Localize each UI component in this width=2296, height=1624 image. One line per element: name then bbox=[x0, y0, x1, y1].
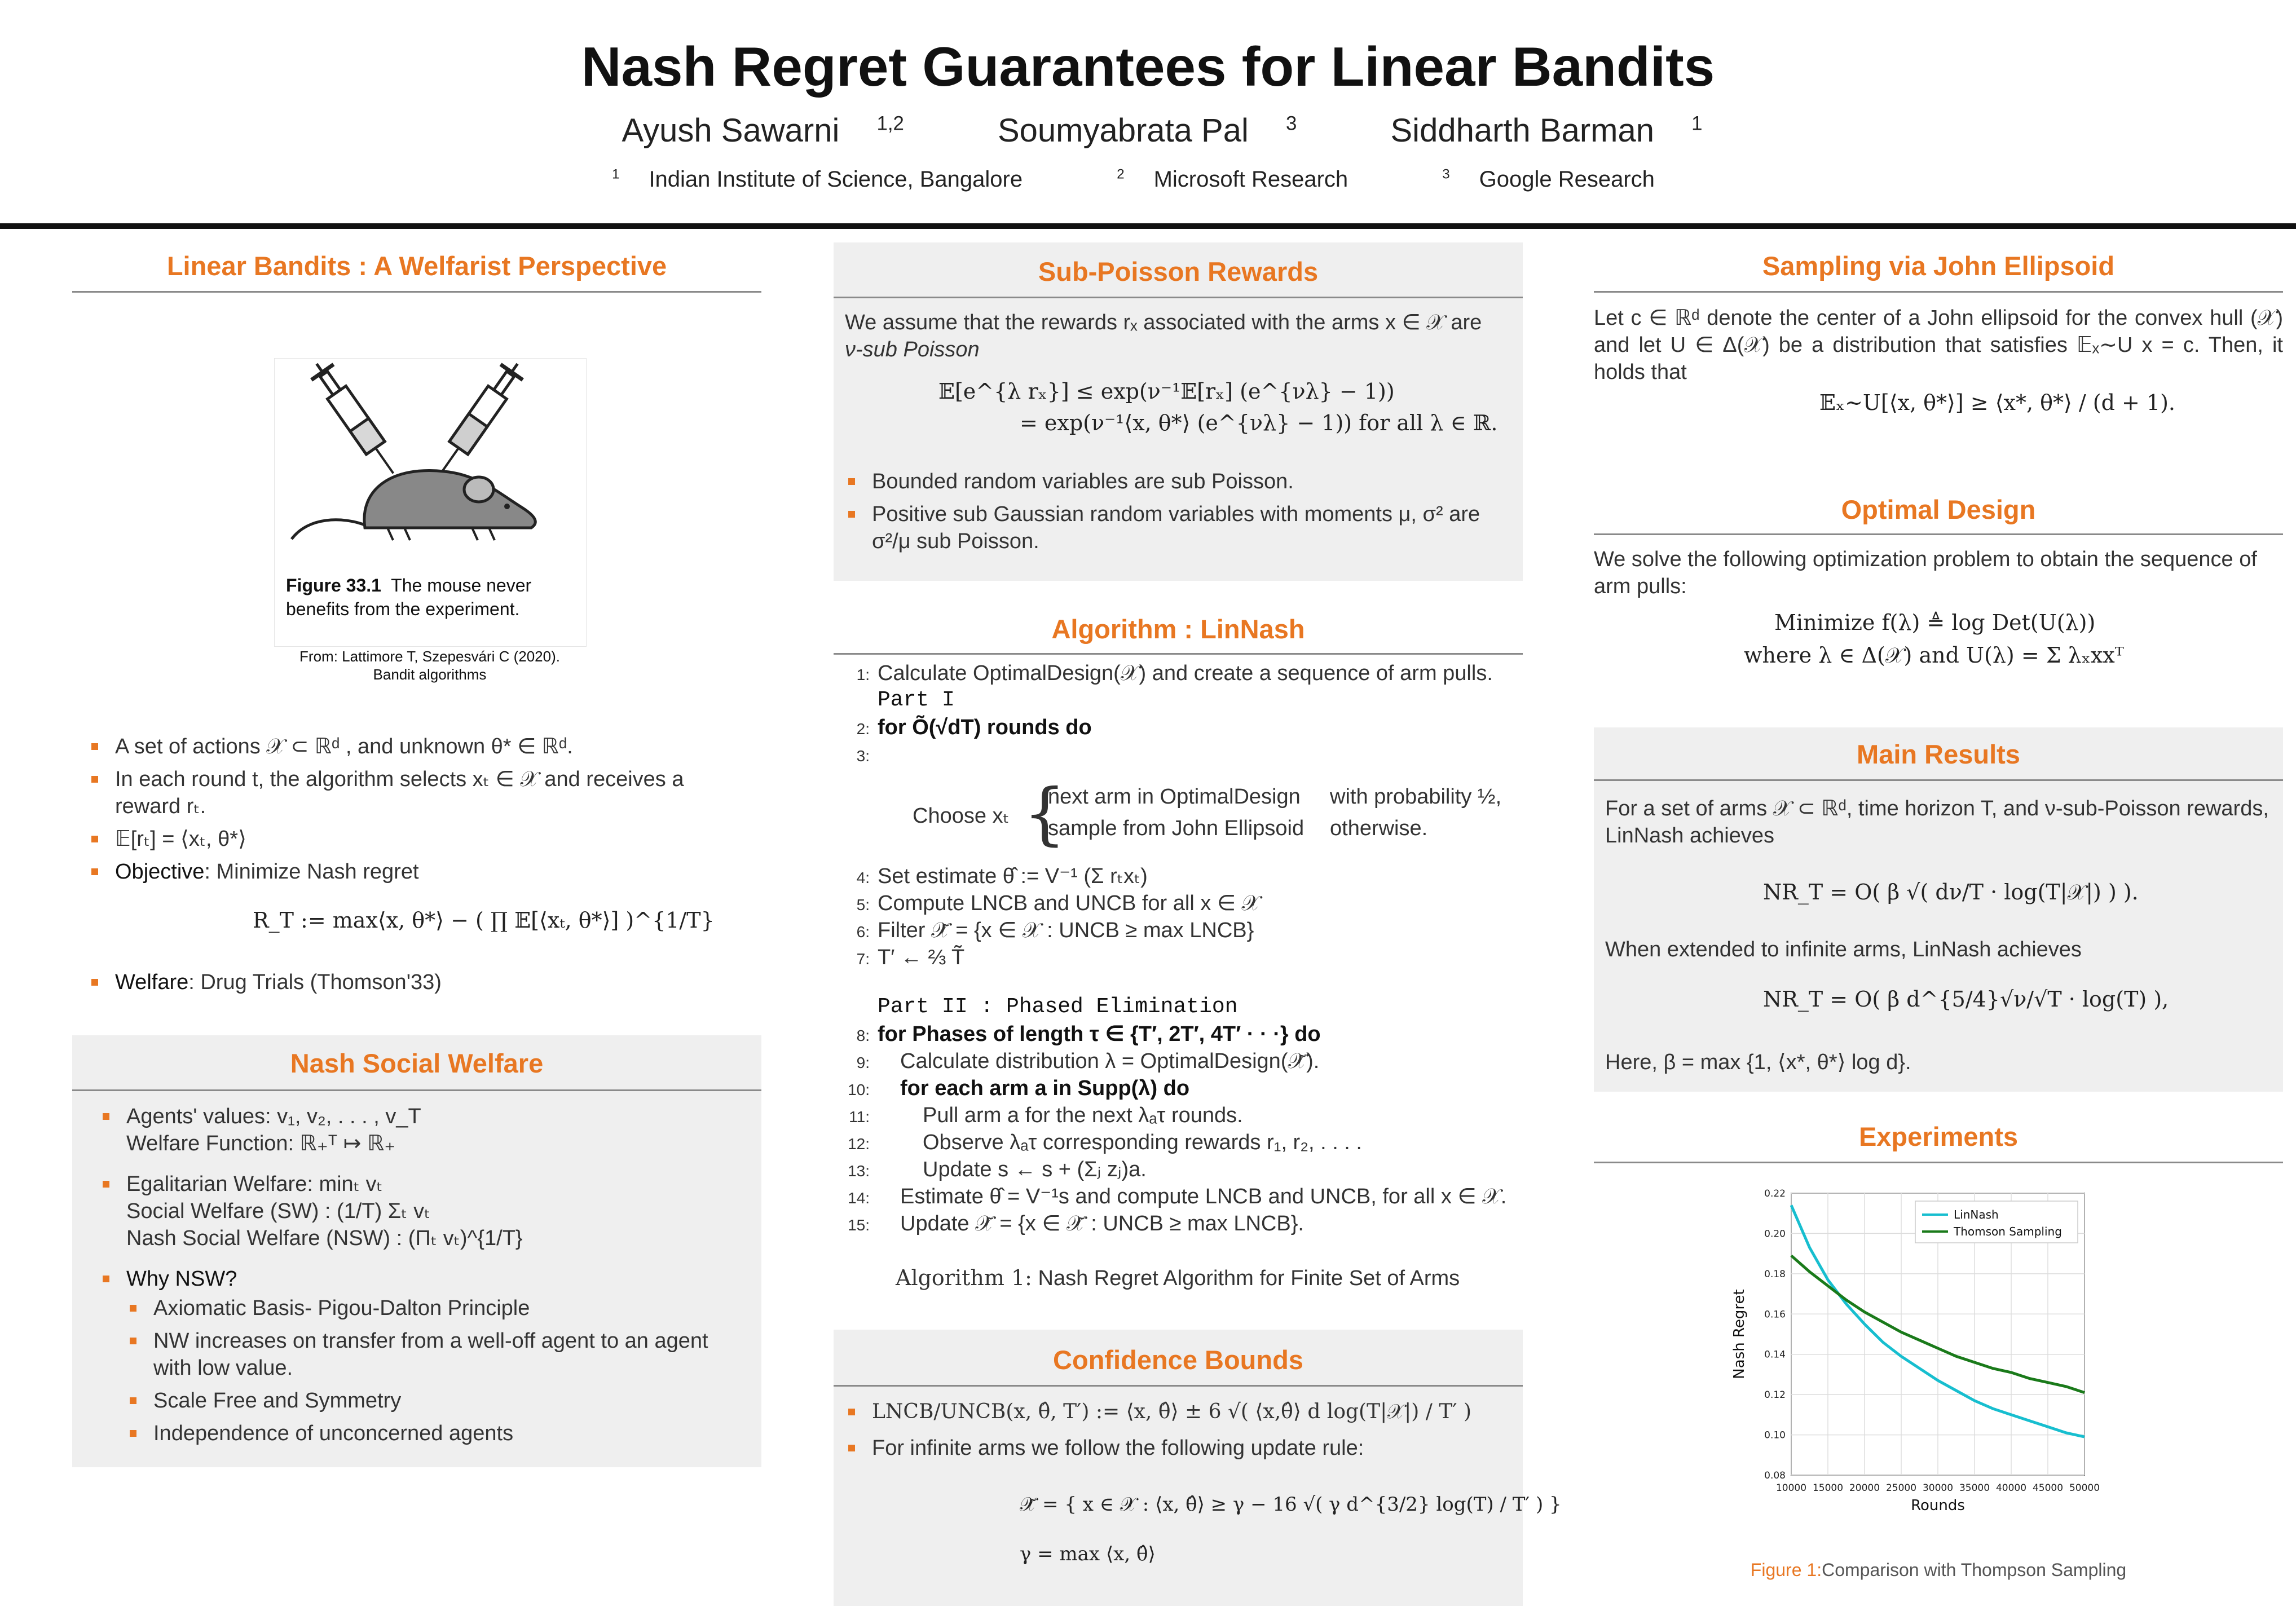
algo-line-8: 8: for Phases of length τ ∈ {T′, 2T′, 4T′ · · ·} do bbox=[856, 1022, 1321, 1046]
subpoisson-eq2: = exp(ν⁻¹⟨x, θ*⟩ (e^{νλ} − 1)) for all λ ∈ ℝ. bbox=[1020, 411, 1498, 435]
panel-title: Confidence Bounds bbox=[1053, 1345, 1303, 1375]
panel-rule bbox=[1594, 533, 2283, 535]
y-tick-label: 0.18 bbox=[1764, 1268, 1786, 1280]
algo-line-7: 7: T′ ← ⅔ T̃ bbox=[856, 946, 965, 969]
conf-bullet-infinite: For infinite arms we follow the following update rule: bbox=[845, 1435, 1510, 1462]
panel-rule bbox=[1594, 291, 2283, 293]
results-text-3: Here, β = max {1, ⟨x*, θ*⟩ log d}. bbox=[1605, 1051, 1911, 1074]
y-tick-label: 0.08 bbox=[1764, 1470, 1786, 1481]
y-tick-label: 0.16 bbox=[1764, 1309, 1786, 1321]
algo-line-10: 10: for each arm a in Supp(λ) do bbox=[848, 1076, 1190, 1100]
choose-option-2: sample from John Ellipsoid bbox=[1048, 817, 1305, 840]
y-axis-label: Nash Regret bbox=[1731, 1289, 1748, 1379]
panel-nash-social-welfare bbox=[72, 1035, 761, 1467]
affiliation-2: $^2$ Microsoft Research bbox=[1117, 167, 1348, 192]
panel-rule bbox=[72, 291, 761, 293]
panel-sub-poisson bbox=[834, 242, 1523, 581]
algo-line-12: 12: Observe λₐτ corresponding rewards r₁, r₂, . . . . bbox=[848, 1131, 1362, 1154]
panel-title: Algorithm : LinNash bbox=[1051, 614, 1305, 644]
bullet-welfare: Welfare: Drug Trials (Thomson'33) bbox=[88, 969, 737, 996]
poster-title: Nash Regret Guarantees for Linear Bandits bbox=[581, 36, 1715, 98]
choose-label: Choose xₜ bbox=[913, 804, 1010, 828]
panel-linear-bandits bbox=[72, 242, 761, 1021]
sp-bullet: Bounded random variables are sub Poisson. bbox=[845, 468, 1505, 495]
mouse-figure bbox=[274, 358, 587, 647]
x-tick-label: 40000 bbox=[1995, 1482, 2027, 1494]
nsw-bullets bbox=[99, 1103, 742, 1453]
y-tick-label: 0.14 bbox=[1764, 1349, 1786, 1361]
panel-rule bbox=[834, 297, 1523, 298]
sp-bullet: Positive sub Gaussian random variables with moments μ, σ² are σ²/μ sub Poisson. bbox=[845, 501, 1505, 555]
x-tick-label: 45000 bbox=[2032, 1482, 2064, 1494]
x-tick-label: 35000 bbox=[1959, 1482, 1990, 1494]
algo-line-5: 5: Compute LNCB and UNCB for all x ∈ 𝒳 bbox=[856, 892, 1261, 915]
panel-title: Sampling via John Ellipsoid bbox=[1762, 251, 2115, 281]
panel-rule bbox=[72, 1089, 761, 1091]
confidence-bullets bbox=[845, 1398, 1510, 1467]
results-text-2: When extended to infinite arms, LinNash achieves bbox=[1605, 938, 2082, 961]
algo-line-3: 3: bbox=[856, 747, 870, 765]
x-tick-label: 50000 bbox=[2069, 1482, 2100, 1494]
y-tick-label: 0.12 bbox=[1764, 1389, 1786, 1401]
nash-regret-chart bbox=[1724, 1188, 2100, 1515]
author-3: Siddharth Barman $^1$ bbox=[1390, 112, 1703, 149]
algorithm-caption: Algorithm 1: Nash Regret Algorithm for Finite Set of Arms bbox=[896, 1265, 1460, 1290]
why-nsw-list bbox=[126, 1295, 742, 1447]
figure-1-caption: Figure 1:Comparison with Thompson Sampling bbox=[1750, 1560, 2127, 1580]
y-tick-label: 0.20 bbox=[1764, 1228, 1786, 1240]
algo-line-11: 11: Pull arm a for the next λₐτ rounds. bbox=[849, 1104, 1243, 1127]
optimal-design-eq2: where λ ∈ Δ(𝒳) and U(λ) = Σ λₓxxᵀ bbox=[1744, 643, 2124, 668]
algo-line-6: 6: Filter 𝒳̃ = {x ∈ 𝒳 : UNCB ≥ max LNCB} bbox=[856, 919, 1254, 942]
affiliation-3: $^3$ Google Research bbox=[1442, 167, 1655, 192]
panel-rule bbox=[834, 653, 1523, 655]
gamma-equation: γ = max ⟨x, θ̂⟩ bbox=[1020, 1543, 1156, 1565]
results-equation-1: NR_T = O( β √( dν/T · log(T|𝒳|) ) ). bbox=[1763, 880, 2139, 904]
panel-experiments bbox=[1594, 1109, 2283, 1594]
bullet-welfare-types: Egalitarian Welfare: minₜ vₜ Social Welfare (SW) : (1/T) Σₜ vₜ Nash Social Welfare (NSW) : (Πₜ vₜ)^{1/T} bbox=[99, 1171, 742, 1252]
panel-title: Nash Social Welfare bbox=[290, 1048, 544, 1078]
figure-source: From: Lattimore T, Szepesvári C (2020). Bandit algorithms bbox=[299, 648, 560, 683]
algo-line-2: 2: for Õ(√dT) rounds do bbox=[856, 716, 1092, 739]
author-list bbox=[0, 112, 2296, 149]
x-tick-label: 30000 bbox=[1922, 1482, 1954, 1494]
results-text: For a set of arms 𝒳 ⊂ ℝᵈ, time horizon T, and ν-sub-Poisson rewards, LinNash achieves bbox=[1605, 797, 2269, 848]
algo-line-9: 9: Calculate distribution λ = OptimalDesign(𝒳̃). bbox=[856, 1049, 1320, 1073]
legend-label-1: Thomson Sampling bbox=[1954, 1225, 2062, 1238]
panel-confidence-bounds bbox=[834, 1330, 1562, 1606]
conf-bullet-lncb: LNCB/UNCB(x, θ̂, T′) := ⟨x, θ̂⟩ ± 6 √( ⟨x,θ̂⟩ d log(T|𝒳|) / T′ ) bbox=[845, 1398, 1510, 1426]
bullet-why-nsw: Why NSW? Axiomatic Basis- Pigou-Dalton Principle NW increases on transfer from a well-off agent to an agent with low value. Scale Free and Symmetry Independence of unconcerned agents bbox=[99, 1265, 742, 1447]
subpoisson-bullets bbox=[845, 468, 1505, 561]
panel-title: Linear Bandits : A Welfarist Perspective bbox=[166, 251, 667, 281]
x-tick-label: 10000 bbox=[1775, 1482, 1807, 1494]
x-tick-label: 15000 bbox=[1812, 1482, 1844, 1494]
bullet-objective: Objective: Minimize Nash regret bbox=[88, 858, 737, 885]
algo-line-13: 13: Update s ← s + (Σⱼ zⱼ)a. bbox=[848, 1158, 1147, 1181]
panel-main-results bbox=[1594, 727, 2283, 1092]
choose-option-1: next arm in OptimalDesign bbox=[1048, 785, 1301, 809]
algo-line-15: 15: Update 𝒳̃ = {x ∈ 𝒳̃ : UNCB ≥ max LNCB}. bbox=[848, 1212, 1304, 1235]
algo-line-14: 14: Estimate θ̂ = V⁻¹s and compute LNCB and UNCB, for all x ∈ 𝒳. bbox=[848, 1185, 1507, 1208]
conf-update-equation: 𝒳̃ = { x ∈ 𝒳 : ⟨x, θ̂⟩ ≥ γ − 16 √( γ d^{3/2} log(T) / T′ ) } bbox=[1020, 1493, 1562, 1516]
welfare-bullet-list bbox=[88, 969, 737, 1001]
algo-line-1: 1: Calculate OptimalDesign(𝒳) and create a sequence of arm pulls. bbox=[856, 661, 1493, 685]
figure-caption-line2: benefits from the experiment. bbox=[286, 599, 520, 619]
john-ellipsoid-equation: 𝔼ₓ∼U[⟨x, θ*⟩] ≥ ⟨x*, θ*⟩ / (d + 1). bbox=[1819, 390, 2176, 415]
bullet-round: In each round t, the algorithm selects xₜ ∈ 𝒳 and receives a reward rₜ. bbox=[88, 766, 737, 820]
choose-condition-1: with probability ½, bbox=[1330, 785, 1502, 809]
x-tick-label: 20000 bbox=[1849, 1482, 1880, 1494]
nash-regret-equation: R_T := max⟨x, θ*⟩ − ( ∏ 𝔼[⟨xₜ, θ*⟩] )^{1/T} bbox=[253, 908, 715, 933]
why-item: Axiomatic Basis- Pigou-Dalton Principle bbox=[126, 1295, 742, 1322]
mouse-illustration-icon bbox=[275, 359, 586, 545]
panel-rule bbox=[834, 1385, 1523, 1387]
choose-condition-2: otherwise. bbox=[1330, 817, 1428, 840]
results-equation-2: NR_T = O( β d^{5/4}√ν/√T · log(T) ), bbox=[1763, 987, 2169, 1012]
y-tick-label: 0.22 bbox=[1764, 1188, 1786, 1199]
why-item: Scale Free and Symmetry bbox=[126, 1387, 742, 1414]
algo-line-4: 4: Set estimate θ̂ := V⁻¹ (Σ rₜxₜ) bbox=[856, 864, 1148, 888]
bullet-agents: Agents' values: v₁, v₂, . . . , v_T Welfare Function: ℝ₊ᵀ ↦ ℝ₊ bbox=[99, 1103, 742, 1157]
why-item: Independence of unconcerned agents bbox=[126, 1420, 742, 1447]
author-1: Ayush Sawarni $^{1,2}$ bbox=[622, 112, 904, 149]
x-axis-label: Rounds bbox=[1911, 1497, 1965, 1514]
panel-optimal-design bbox=[1594, 485, 2283, 710]
legend-label-0: LinNash bbox=[1954, 1208, 1999, 1221]
panel-algorithm bbox=[834, 599, 1523, 1315]
bullet-actions: A set of actions 𝒳 ⊂ ℝᵈ , and unknown θ* ∈ ℝᵈ. bbox=[88, 733, 737, 760]
subpoisson-intro: We assume that the rewards rₓ associated with the arms x ∈ 𝒳 are ν-sub Poisson bbox=[845, 311, 1482, 361]
panel-rule bbox=[1594, 779, 2283, 781]
optimal-design-eq1: Minimize f(λ) ≜ log Det(U(λ)) bbox=[1774, 610, 2096, 635]
bullet-expectation: 𝔼[rₜ] = ⟨xₜ, θ*⟩ bbox=[88, 826, 737, 853]
author-2: Soumyabrata Pal $^3$ bbox=[997, 112, 1297, 149]
choose-brace: { bbox=[1023, 775, 1067, 853]
choose-block bbox=[913, 775, 1510, 854]
panel-rule bbox=[1594, 1162, 2283, 1163]
y-tick-label: 0.10 bbox=[1764, 1429, 1786, 1441]
affiliation-1: $^1$ Indian Institute of Science, Bangalore bbox=[612, 167, 1023, 192]
subpoisson-eq1: 𝔼[e^{λ rₓ}] ≤ exp(ν⁻¹𝔼[rₓ] (e^{νλ} − 1)) bbox=[938, 379, 1395, 404]
algo-part-1: Part I bbox=[878, 688, 955, 712]
header-divider bbox=[0, 223, 2296, 229]
why-item: NW increases on transfer from a well-off agent to an agent with low value. bbox=[126, 1327, 742, 1382]
optimal-design-text: We solve the following optimization problem to obtain the sequence of arm pulls: bbox=[1594, 548, 2257, 598]
panel-john-ellipsoid bbox=[1594, 242, 2283, 474]
panel-title: Experiments bbox=[1858, 1122, 2019, 1151]
figure-caption: Figure 33.1 The mouse never bbox=[286, 575, 532, 595]
linear-bandits-bullets bbox=[88, 733, 737, 891]
algo-part-2: Part II : Phased Elimination bbox=[878, 995, 1238, 1019]
x-tick-label: 25000 bbox=[1885, 1482, 1917, 1494]
panel-title: Optimal Design bbox=[1841, 495, 2036, 524]
panel-title: Main Results bbox=[1857, 739, 2020, 769]
john-ellipsoid-text: Let c ∈ ℝᵈ denote the center of a John ellipsoid for the convex hull (𝒳) and let U ∈ Δ(𝒳) be a distribution that satisfies 𝔼ₓ∼U x = c. Then, it holds that bbox=[1594, 306, 2283, 384]
affiliation-list bbox=[0, 167, 2296, 192]
panel-title: Sub-Poisson Rewards bbox=[1038, 257, 1319, 286]
